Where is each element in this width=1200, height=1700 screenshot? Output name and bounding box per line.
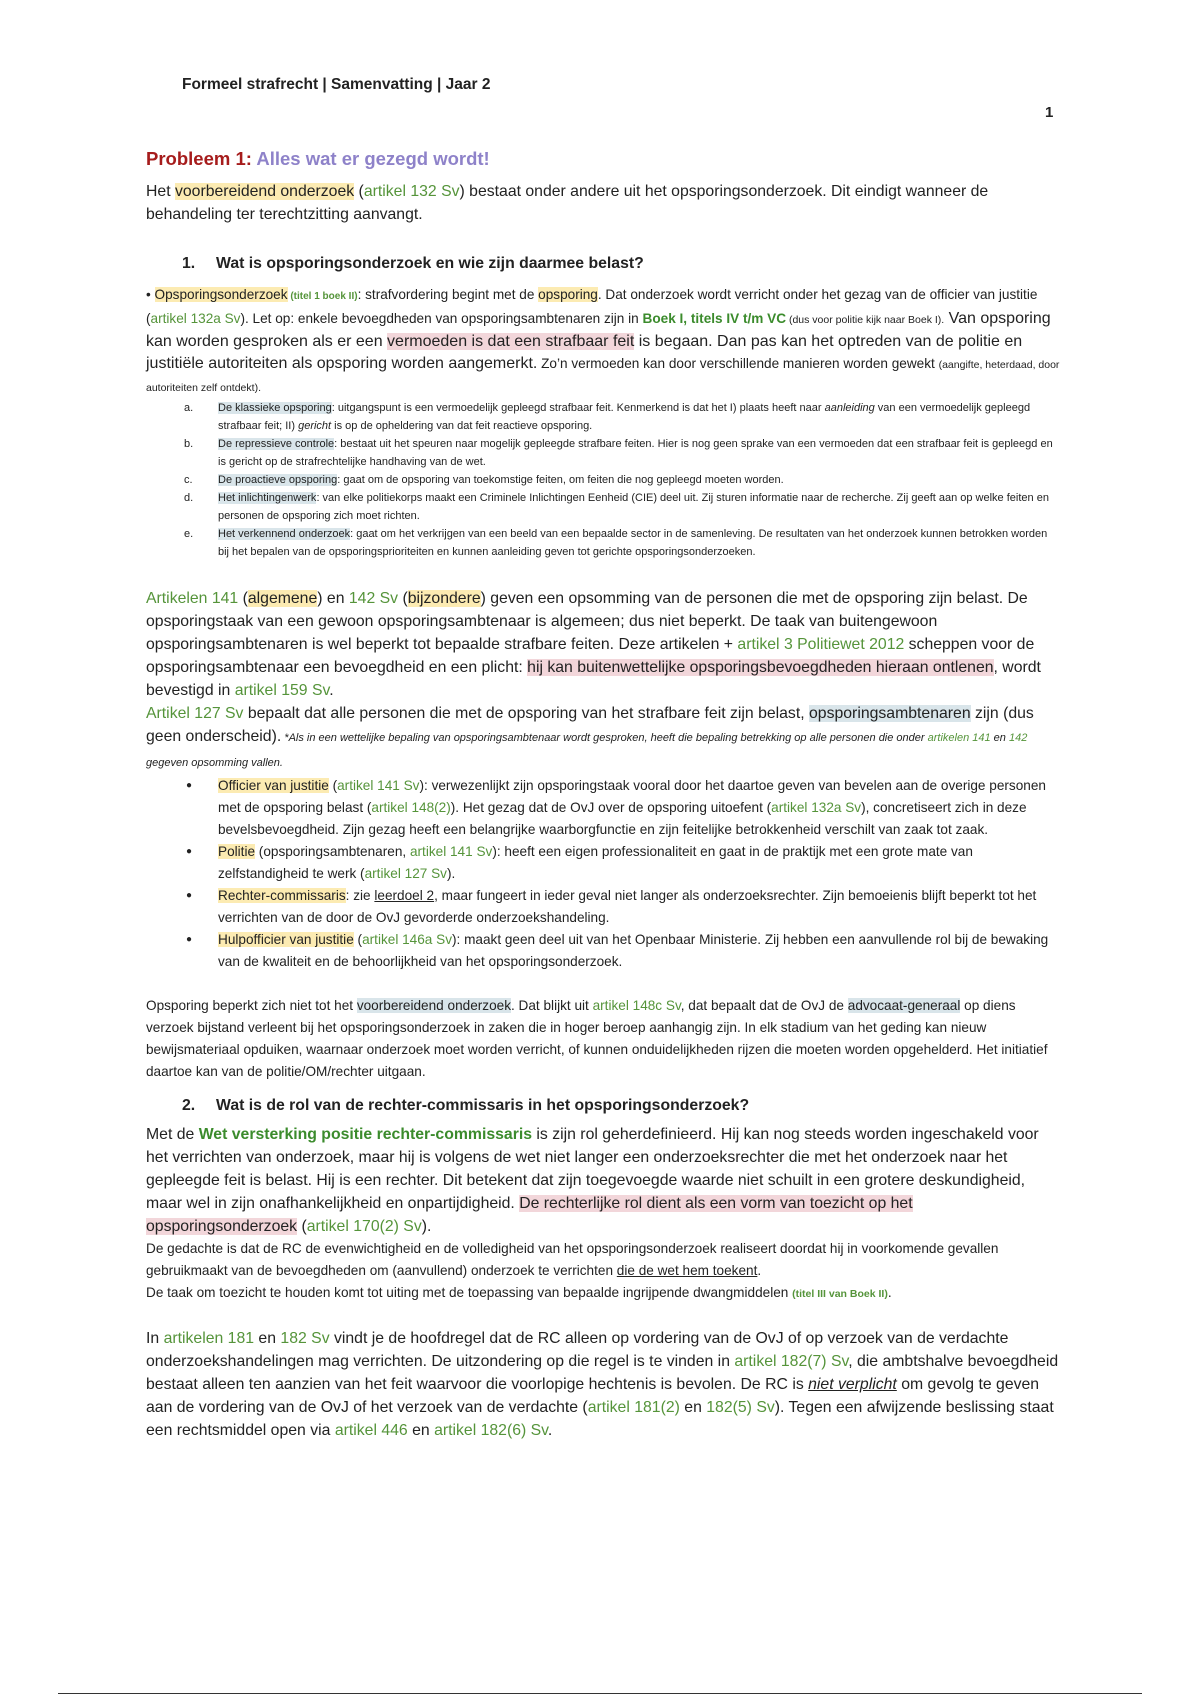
article-ref: artikel 181(2) xyxy=(587,1399,680,1416)
article-ref: artikel 132a Sv xyxy=(150,311,241,326)
book-ref: Boek I, titels IV t/m VC xyxy=(642,311,787,326)
article-ref: artikel 182(7) Sv xyxy=(734,1353,849,1370)
highlight: algemene xyxy=(247,590,318,607)
list-item: c. De proactieve opsporing: gaat om de opsporing van toekomstige feiten, om feiten die nog gepleegd moeten worden. xyxy=(184,474,784,486)
list-item: e. Het verkennend onderzoek: gaat om het verkrijgen van een beeld van een bepaalde sector in de samenleving. De resultaten van het onderzoek kunnen betrokken worden bij het bepalen van de opsporingsprioriteiten en kunnen aanleiding geven tot gerichte opsporingsonderzoeken. xyxy=(184,528,1048,558)
highlight: De rechterlijke rol dient als een vorm van toezicht op het opsporingsonderzoek xyxy=(146,1195,913,1235)
list-item: ● Politie (opsporingsambtenaren, artikel 141 Sv): heeft een eigen professionaliteit en gaat in de praktijk met een grote mate van zelfstandigheid te werk (artikel 127 Sv). xyxy=(146,841,1061,885)
list-item: b. De repressieve controle: bestaat uit het speuren naar mogelijk gepleegde strafbare feiten. Hier is nog geen sprake van een vermoeden dat een strafbaar feit is gepleegd en is gericht op de strafrechtelijke handhaving van de wet. xyxy=(184,438,1053,468)
list-item: ● Hulpofficier van justitie (artikel 146a Sv): maakt geen deel uit van het Openbaar Ministerie. Zij hebben een aanvullende rol bij de bewaking van de kwaliteit en de behoorlijkheid van het opsporingsonderzoek. xyxy=(146,929,1061,973)
page-number: 1 xyxy=(1045,104,1054,121)
highlight: advocaat-generaal xyxy=(847,998,961,1013)
law-ref: Wet versterking positie rechter-commissaris xyxy=(198,1126,533,1143)
footer-divider xyxy=(58,1693,1142,1694)
highlight: Opsporingsonderzoek xyxy=(154,287,288,302)
article-ref: 182(5) Sv xyxy=(706,1399,775,1416)
section-rechter-commissaris: Met de Wet versterking positie rechter-commissaris is zijn rol geherdefinieerd. Hij kan nog steeds worden ingeschakeld voor het verrichten van onderzoek, maar hij is volgens de wet niet langer een onderzoeksrechter die met het onderzoek naar het gepleegde feit is belast. Hij is een rechter. Dit betekent dat zijn toegevoegde waarde niet schuilt in een grotere deskundigheid, maar wel in zijn onafhankelijkheid en onpartijdigheid. De rechterlijke rol dient als een vorm van toezicht op het opsporingsonderzoek (artikel 170(2) Sv). xyxy=(146,1126,1039,1235)
article-ref: artikel 182(6) Sv xyxy=(434,1422,548,1439)
opsporing-types-list xyxy=(146,399,1061,561)
highlight: vermoeden is dat een strafbaar feit xyxy=(387,333,635,350)
document-body xyxy=(146,148,1061,1442)
article-ref: 182 Sv xyxy=(280,1330,330,1347)
highlight: opsporing xyxy=(538,287,598,302)
list-item: a. De klassieke opsporing: uitgangspunt is een vermoedelijk gepleegd strafbaar feit. Kenmerkend is dat het I) plaats heeft naar aanleiding van een vermoedelijk gepleegd strafbaar feit; II) gericht is op de opheldering van dat feit reactieve opsporing. xyxy=(184,402,1031,432)
question-2: 2. Wat is de rol van de rechter-commissaris in het opsporingsonderzoek? xyxy=(182,1097,750,1114)
section-artikel-127: Artikel 127 Sv bepaalt dat alle personen die met de opsporing van het strafbare feit zijn belast, opsporingsambtenaren zijn (dus geen onderscheid). *Als in een wettelijke bepaling van opsporingsambtenaar wordt gesproken, heeft die bepaling betrekking op alle personen die onder artikelen 141 en 142 gegeven opsomming vallen. xyxy=(146,705,1034,769)
highlight: opsporingsambtenaren xyxy=(809,705,971,722)
section-artikelen-181-182: In artikelen 181 en 182 Sv vindt je de hoofdregel dat de RC alleen op vordering van de OvJ of op verzoek van de verdachte onderzoekshandelingen mag verrichten. De uitzondering op die regel is te vinden in artikel 182(7) Sv, die ambtshalve bevoegdheid bestaat alleen ten aanzien van het feit waarvoor die voorlopige hechtenis is bevolen. De RC is niet verplicht om gevolg te geven aan de vordering van de OvJ of het verzoek van de verdachte (artikel 181(2) en 182(5) Sv). Tegen een afwijzende beslissing staat een rechtsmiddel open via artikel 446 en artikel 182(6) Sv. xyxy=(146,1330,1059,1439)
article-ref: artikel 170(2) Sv xyxy=(306,1218,422,1235)
highlight: voorbereidend onderzoek xyxy=(174,183,355,200)
article-ref: artikel 132 Sv xyxy=(363,183,460,200)
list-item: ● Rechter-commissaris: zie leerdoel 2, maar fungeert in ieder geval niet langer als onderzoeksrechter. Zijn bemoeienis blijft beperkt tot het verrichten van de door de OvJ gevorderde onderzoekshandeling. xyxy=(146,885,1061,929)
section-toezicht: De gedachte is dat de RC de evenwichtigheid en de volledigheid van het opsporingsonderzoek realiseert doordat hij in voorkomende gevallen gebruikmaakt van de bevoegdheden om (aanvullend) onderzoek te verrichten die de wet hem toekent. De taak om toezicht te houden komt tot uiting met de toepassing van bepaalde ingrijpende dwangmiddelen (titel III van Boek II). xyxy=(146,1241,999,1300)
roles-list xyxy=(146,775,1061,973)
section-artikel-148c: Opsporing beperkt zich niet tot het voorbereidend onderzoek. Dat blijkt uit artikel 148c Sv, dat bepaalt dat de OvJ de advocaat-generaal op diens verzoek bijstand verleent bij het opsporingsonderzoek in zaken die in hoger beroep aanhangig zijn. In elk stadium van het geding kan nieuw bewijsmateriaal opduiken, waarnaar onderzoek moet worden verricht, of kunnen onduidelijkheden rijzen die moeten worden opgehelderd. Het initiatief daartoe kan van de politie/OM/rechter uitgaan. xyxy=(146,998,1048,1079)
book-ref: (titel III van Boek II) xyxy=(792,1288,888,1300)
article-ref: artikel 3 Politiewet 2012 xyxy=(737,636,905,653)
intro-paragraph: Het voorbereidend onderzoek (artikel 132 Sv) bestaat onder andere uit het opsporingsonderzoek. Dit eindigt wanneer de behandeling ter terechtzitting aanvangt. xyxy=(146,183,989,223)
article-ref: artikelen 181 xyxy=(163,1330,255,1347)
article-ref: Artikel 127 Sv xyxy=(146,705,244,722)
list-item: d. Het inlichtingenwerk: van elke politiekorps maakt een Criminele Inlichtingen Eenheid (CIE) deel uit. Zij sturen informatie naar de recherche. Zij geeft aan op welke feiten en personen de opsporing zich moet richten. xyxy=(184,492,1049,522)
article-ref: Artikelen 141 xyxy=(146,590,239,607)
book-ref: (titel 1 boek II) xyxy=(287,291,358,302)
problem-title xyxy=(146,148,1061,170)
problem-subtitle: Alles wat er gezegd wordt! xyxy=(256,148,490,169)
highlight: bijzondere xyxy=(407,590,481,607)
problem-label: Probleem 1: xyxy=(146,148,252,169)
list-item: ● Officier van justitie (artikel 141 Sv): verwezenlijkt zijn opsporingstaak vooral door het daartoe geven van bevelen aan de overige personen met de opsporing belast (artikel 148(2)). Het gezag dat de OvJ over de opsporing uitoefent (artikel 132a Sv), concretiseert zich in deze bevelsbevoegdheid. Zijn gezag heeft een belangrijke waarborgfunctie en zijn feitelijke betrokkenheid verschilt van zaak tot zaak. xyxy=(146,775,1061,841)
article-ref: artikel 148c Sv xyxy=(592,998,681,1013)
section-opsporing: • Opsporingsonderzoek (titel 1 boek II): strafvordering begint met de opsporing. Dat onderzoek wordt verricht onder het gezag van de officier van justitie (artikel 132a Sv). Let op: enkele bevoegdheden van opsporingsambtenaren zijn in Boek I, titels IV t/m VC (dus voor politie kijk naar Boek I). Van opsporing kan worden gesproken als er een vermoeden is dat een strafbaar feit is begaan. Dan pas kan het optreden van de politie en justitiële autoriteiten als opsporing worden aangemerkt. Zo’n vermoeden kan door verschillende manieren worden gewekt (aangifte, heterdaad, door autoriteiten zelf ontdekt). xyxy=(146,287,1060,394)
article-ref: artikel 446 xyxy=(334,1422,408,1439)
document-header: Formeel strafrecht | Samenvatting | Jaar 2 xyxy=(182,76,491,93)
question-1: 1. Wat is opsporingsonderzoek en wie zijn daarmee belast? xyxy=(182,255,644,272)
article-ref: 142 Sv xyxy=(348,590,399,607)
section-artikelen-141-142: Artikelen 141 (algemene) en 142 Sv (bijzondere) geven een opsomming van de personen die met de opsporing zijn belast. De opsporingstaak van een gewoon opsporingsambtenaar is algemeen; dus niet beperkt. De taak van buitengewoon opsporingsambtenaren is wel beperkt tot bepaalde strafbare feiten. Deze artikelen + artikel 3 Politiewet 2012 scheppen voor de opsporingsambtenaar een bevoegdheid en een plicht: hij kan buitenwettelijke opsporingsbevoegdheden hieraan ontlenen, wordt bevestigd in artikel 159 Sv. xyxy=(146,590,1041,699)
highlight: voorbereidend onderzoek xyxy=(356,998,511,1013)
article-ref: artikel 159 Sv xyxy=(234,682,330,699)
highlight: hij kan buitenwettelijke opsporingsbevoegdheden hieraan ontlenen xyxy=(527,659,994,676)
